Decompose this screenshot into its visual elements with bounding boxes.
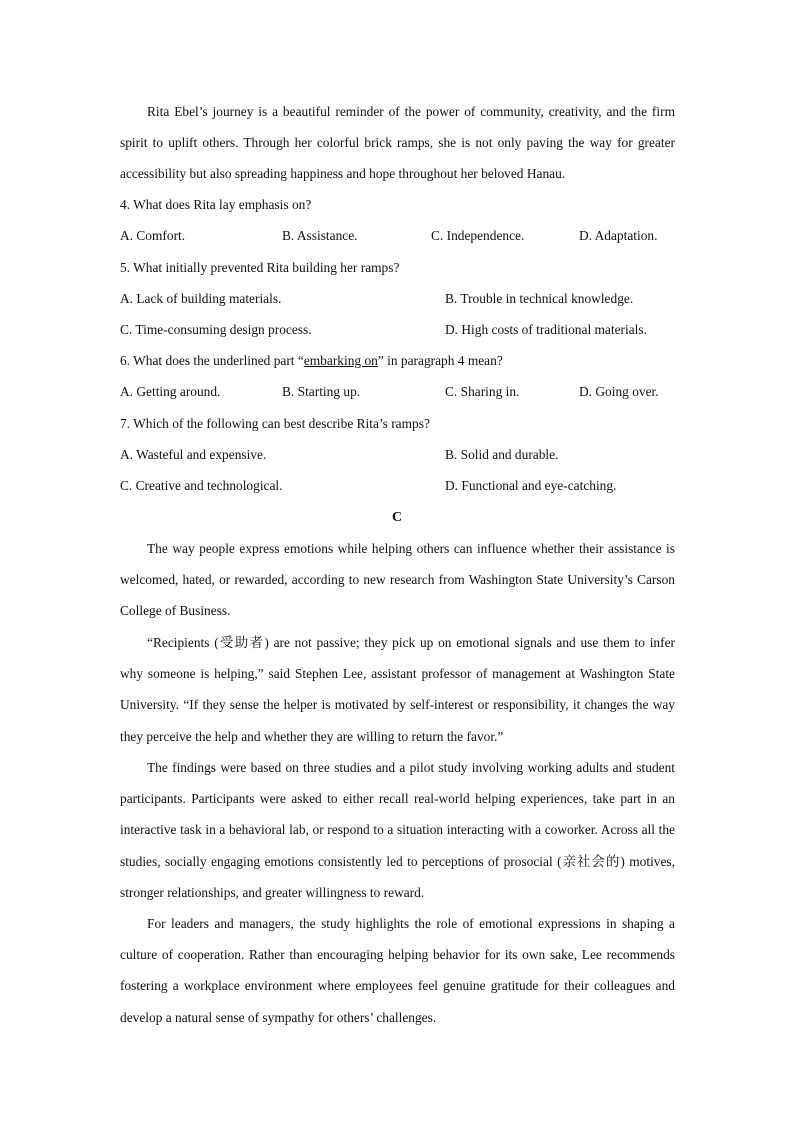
question-7-stem: 7. Which of the following can best describe Rita’s ramps? (120, 416, 430, 431)
question-7-option-a: A. Wasteful and expensive. (120, 447, 267, 462)
section-title: C (391, 510, 403, 525)
question-4-stem: 4. What does Rita lay emphasis on? (120, 197, 312, 212)
question-7-option-d: D. Functional and eye-catching. (445, 478, 617, 493)
question-4-option-b: B. Assistance. (282, 228, 358, 243)
section-c-paragraph-1: The way people express emotions while helping others can influence whether their assistance is welcomed, hated, or rewarded, according to new research from Washington State University’s Carson College of Business. (120, 541, 675, 619)
section-c-paragraph-3: The findings were based on three studies and a pilot study involving working adults and student participants. Participants were asked to either recall real-world helping experiences, take part in an interactive task in a behavioral lab, or respond to a situation interacting with a coworker. Across all the studies, socially engaging emotions consistently led to perceptions of prosocial (亲社会的) motives, stronger relationships, and greater willingness to reward. (120, 760, 675, 900)
question-6-stem: 6. What does the underlined part “embarking on” in paragraph 4 mean? (120, 353, 503, 368)
section-c-paragraph-2: “Recipients (受助者) are not passive; they pick up on emotional signals and use them to infer why someone is helping,” said Stephen Lee, assistant professor of management at Washington State University. “If they sense the helper is motivated by self-interest or responsibility, it changes the way they perceive the help and whether they are willing to return the favor.” (120, 635, 675, 744)
underlined-phrase: embarking on (303, 353, 378, 368)
question-6-option-d: D. Going over. (579, 384, 659, 399)
question-4-option-c: C. Independence. (431, 228, 525, 243)
question-4-option-d: D. Adaptation. (579, 228, 658, 243)
question-6-option-c: C. Sharing in. (445, 384, 520, 399)
intro-paragraph: Rita Ebel’s journey is a beautiful reminder of the power of community, creativity, and the firm spirit to uplift others. Through her colorful brick ramps, she is not only paving the way for greater accessibility but also spreading happiness and hope throughout her beloved Hanau. (120, 104, 675, 182)
question-5-option-b: B. Trouble in technical knowledge. (445, 291, 634, 306)
question-5-option-a: A. Lack of building materials. (120, 291, 282, 306)
question-6-option-a: A. Getting around. (120, 384, 221, 399)
section-c-paragraph-4: For leaders and managers, the study highlights the role of emotional expressions in shaping a culture of cooperation. Rather than encouraging helping behavior for its own sake, Lee recommends fostering a workplace environment where employees feel genuine gratitude for their colleagues and develop a natural sense of sympathy for others’ challenges. (120, 916, 675, 1025)
question-5-option-d: D. High costs of traditional materials. (445, 322, 647, 337)
question-5-stem: 5. What initially prevented Rita building her ramps? (120, 260, 400, 275)
question-5-option-c: C. Time-consuming design process. (120, 322, 312, 337)
question-4-option-a: A. Comfort. (120, 228, 186, 243)
question-6-option-b: B. Starting up. (282, 384, 361, 399)
question-7-option-b: B. Solid and durable. (445, 447, 559, 462)
question-7-option-c: C. Creative and technological. (120, 478, 283, 493)
